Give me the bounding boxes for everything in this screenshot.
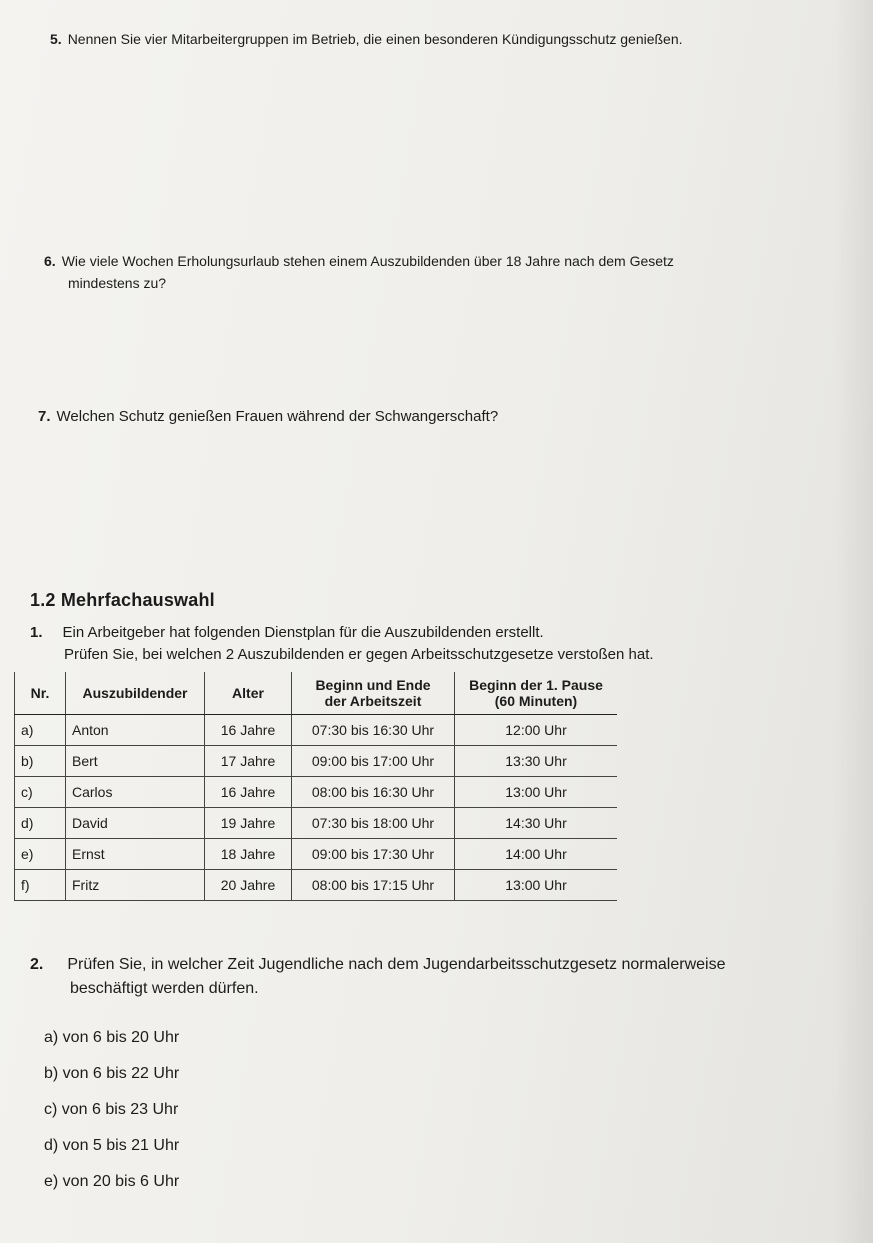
table-row (15, 839, 618, 870)
header-name: Auszubildender (66, 672, 205, 715)
table-row (15, 808, 618, 839)
mc-question-1-line2: Prüfen Sie, bei welchen 2 Auszubildenden er gegen Arbeitsschutzgesetze verstoßen hat. (64, 646, 654, 663)
header-pause (455, 672, 618, 715)
cell-worktime: 08:00 bis 17:15 Uhr (292, 870, 455, 901)
question-7-number: 7. (38, 408, 51, 425)
mc-question-2-line1: Prüfen Sie, in welcher Zeit Jugendliche nach dem Jugendarbeitsschutzgesetz normalerweise (67, 956, 726, 973)
question-5 (50, 28, 683, 50)
cell-worktime: 07:30 bis 16:30 Uhr (292, 715, 455, 746)
duty-roster-table (14, 672, 617, 901)
cell-worktime: 09:00 bis 17:30 Uhr (292, 839, 455, 870)
question-6-number: 6. (44, 253, 56, 269)
cell-pause: 14:30 Uhr (455, 808, 618, 839)
cell-pause: 13:00 Uhr (455, 870, 618, 901)
question-6 (44, 250, 674, 294)
cell-worktime: 08:00 bis 16:30 Uhr (292, 777, 455, 808)
answer-option-c[interactable]: c) von 6 bis 23 Uhr (44, 1101, 179, 1118)
page-edge-shadow (833, 0, 873, 1243)
header-age: Alter (205, 672, 292, 715)
header-worktime-line1: Beginn und Ende (315, 677, 431, 693)
section-title: 1.2 Mehrfachauswahl (30, 590, 215, 610)
answer-options (44, 1026, 179, 1206)
mc-question-1-line1: Ein Arbeitgeber hat folgenden Dienstplan für die Auszubildenden erstellt. (62, 624, 544, 641)
question-6-line1: Wie viele Wochen Erholungsurlaub stehen einem Auszubildenden über 18 Jahre nach dem Gesetz (61, 253, 674, 269)
cell-pause: 14:00 Uhr (455, 839, 618, 870)
header-pause-line2: (60 Minuten) (494, 693, 578, 709)
cell-name: David (66, 808, 205, 839)
answer-option-b[interactable]: b) von 6 bis 22 Uhr (44, 1065, 180, 1082)
answer-option-e[interactable]: e) von 20 bis 6 Uhr (44, 1173, 180, 1190)
answer-option-d[interactable]: d) von 5 bis 21 Uhr (44, 1137, 180, 1154)
answer-option-a[interactable]: a) von 6 bis 20 Uhr (44, 1029, 180, 1046)
header-nr: Nr. (15, 672, 66, 715)
table-row (15, 746, 618, 777)
cell-nr: d) (15, 808, 66, 839)
mc-question-1 (30, 622, 654, 666)
cell-age: 17 Jahre (205, 746, 292, 777)
mc-question-1-number: 1. (30, 624, 43, 641)
cell-pause: 13:00 Uhr (455, 777, 618, 808)
cell-nr: f) (15, 870, 66, 901)
header-worktime-line2: der Arbeitszeit (324, 693, 422, 709)
cell-nr: b) (15, 746, 66, 777)
cell-nr: a) (15, 715, 66, 746)
cell-age: 16 Jahre (205, 715, 292, 746)
question-7-text: Welchen Schutz genießen Frauen während der Schwangerschaft? (56, 408, 499, 425)
cell-name: Ernst (66, 839, 205, 870)
question-7 (38, 406, 498, 428)
header-pause-line1: Beginn der 1. Pause (469, 677, 603, 693)
cell-age: 18 Jahre (205, 839, 292, 870)
question-6-line2: mindestens zu? (68, 275, 167, 291)
mc-question-2-line2: beschäftigt werden dürfen. (70, 980, 259, 997)
table-row (15, 715, 618, 746)
cell-age: 20 Jahre (205, 870, 292, 901)
cell-name: Carlos (66, 777, 205, 808)
cell-pause: 12:00 Uhr (455, 715, 618, 746)
mc-question-2-number: 2. (30, 956, 44, 973)
cell-pause: 13:30 Uhr (455, 746, 618, 777)
cell-nr: e) (15, 839, 66, 870)
cell-name: Bert (66, 746, 205, 777)
cell-worktime: 07:30 bis 18:00 Uhr (292, 808, 455, 839)
table-row (15, 777, 618, 808)
cell-name: Fritz (66, 870, 205, 901)
table-header-row (15, 672, 618, 715)
question-5-number: 5. (50, 31, 62, 47)
question-5-text: Nennen Sie vier Mitarbeitergruppen im Betrieb, die einen besonderen Kündigungsschutz genießen. (67, 31, 683, 47)
mc-question-2 (30, 953, 725, 1001)
header-worktime (292, 672, 455, 715)
table-row (15, 870, 618, 901)
cell-age: 19 Jahre (205, 808, 292, 839)
cell-name: Anton (66, 715, 205, 746)
cell-nr: c) (15, 777, 66, 808)
cell-worktime: 09:00 bis 17:00 Uhr (292, 746, 455, 777)
cell-age: 16 Jahre (205, 777, 292, 808)
